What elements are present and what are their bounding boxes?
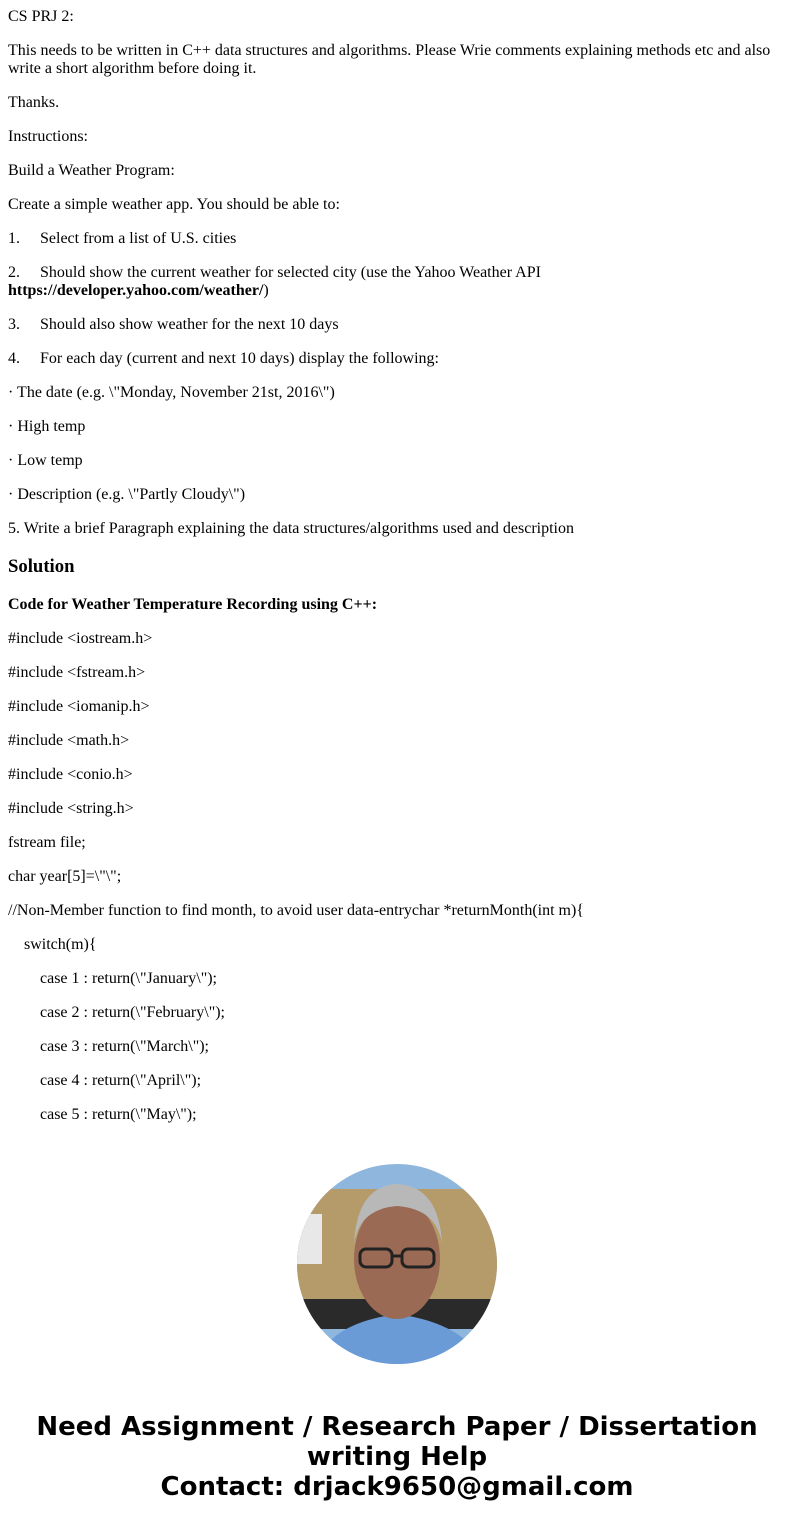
code-line: case 3 : return(\"March\"); (40, 1038, 209, 1055)
code-line: #include <iostream.h> (8, 630, 153, 647)
item-number: 3. (8, 316, 20, 333)
code-line: #include <math.h> (8, 732, 130, 749)
question-intro: This needs to be written in C++ data structures and algorithms. Please Wrie comments explaining methods etc and also write a short algorithm before doing it. (8, 42, 771, 77)
footer-contact[interactable]: Contact: drjack9650@gmail.com (160, 1472, 634, 1502)
list-item (8, 316, 786, 334)
item-text-after: ) (263, 282, 269, 299)
code-line: case 1 : return(\"January\"); (40, 970, 217, 987)
bullet-item: · Description (e.g. \"Partly Cloudy\") (8, 486, 246, 503)
list-item (8, 230, 786, 248)
solution-subheading: Code for Weather Temperature Recording using C++: (8, 596, 378, 613)
code-line: #include <string.h> (8, 800, 134, 817)
bullet-item: · The date (e.g. \"Monday, November 21st, 2016\") (8, 384, 335, 401)
code-line: #include <fstream.h> (8, 664, 146, 681)
code-line: #include <conio.h> (8, 766, 133, 783)
code-block (8, 630, 786, 1124)
yahoo-weather-link[interactable]: https://developer.yahoo.com/weather/ (8, 282, 264, 299)
item-number: 4. (8, 350, 20, 367)
code-line: //Non-Member function to find month, to avoid user data-entrychar *returnMonth(int m){ (8, 902, 584, 919)
code-line: case 4 : return(\"April\"); (40, 1072, 202, 1089)
code-line: switch(m){ (24, 936, 97, 953)
code-line: char year[5]=\"\"; (8, 868, 122, 885)
solution-heading: Solution (8, 556, 75, 577)
build-text: Build a Weather Program: (8, 162, 175, 179)
list-item (8, 264, 786, 300)
code-line: fstream file; (8, 834, 86, 851)
item-text: Should show the current weather for selected city (use the Yahoo Weather API (40, 264, 541, 281)
item-text: For each day (current and next 10 days) display the following: (40, 350, 439, 367)
code-line: #include <iomanip.h> (8, 698, 150, 715)
item-number: 2. (8, 264, 20, 281)
instructions-label: Instructions: (8, 128, 88, 145)
question-title: CS PRJ 2: (8, 8, 74, 25)
item-text: Should also show weather for the next 10 days (40, 316, 339, 333)
list-item (8, 350, 786, 368)
code-line: case 5 : return(\"May\"); (40, 1106, 197, 1123)
thanks-text: Thanks. (8, 94, 60, 111)
item-5: 5. Write a brief Paragraph explaining the data structures/algorithms used and description (8, 520, 574, 537)
bullet-item: · Low temp (8, 452, 83, 469)
code-line: case 2 : return(\"February\"); (40, 1004, 225, 1021)
author-avatar (297, 1164, 497, 1364)
item-number: 1. (8, 230, 20, 247)
bullet-item: · High temp (8, 418, 86, 435)
footer-banner (8, 1412, 786, 1502)
create-text: Create a simple weather app. You should be able to: (8, 196, 340, 213)
item-text: Select from a list of U.S. cities (40, 230, 237, 247)
footer-help-text: Need Assignment / Research Paper / Dissertation writing Help (36, 1412, 758, 1472)
